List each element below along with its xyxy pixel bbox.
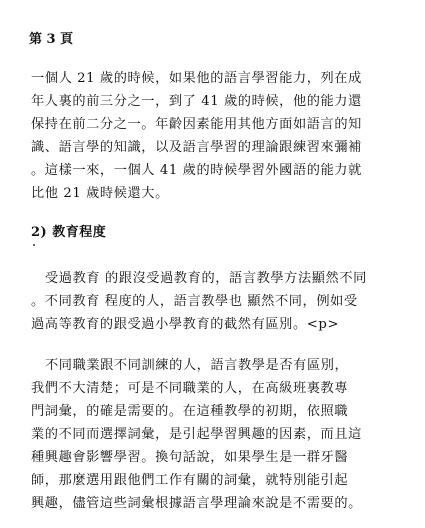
- paragraph-line: 。這樣一來，一個人 41 歲的時候學習外國語的能力就: [31, 163, 362, 178]
- paragraph-line: 受過教育 的跟沒受過教育的，語言教學方法顯然不同: [45, 271, 367, 286]
- paragraph-line: 興趣，儘管這些詞彙根據語言學理論來說是不需要的。: [31, 496, 362, 511]
- paragraph-line: 我們不大清楚；可是不同職業的人，在高級班裏教專: [31, 381, 349, 396]
- paragraph-line: 年人裏的前三分之一，到了 41 歲的時候，他的能力還: [31, 94, 362, 109]
- paragraph-line: 過高等教育的跟受過小學教育的截然有區別。<p>: [31, 317, 340, 332]
- paragraph-line: 種興趣會影響學習。換句話說，如果學生是一群牙醫: [31, 450, 349, 465]
- section-heading: 2) 教育程度: [31, 225, 107, 240]
- stray-mark: [33, 244, 35, 246]
- paragraph-line: 門詞彙，的確是需要的。在這種教學的初期，依照職: [31, 404, 349, 419]
- paragraph-line: 識、語言學的知識，以及語言學習的理論跟練習來彌補: [31, 140, 362, 155]
- paragraph-line: 不同職業跟不同訓練的人，語言教學是否有區別，: [45, 358, 349, 373]
- paragraph-line: 一個人 21 歲的時候，如果他的語言學習能力，列在成: [31, 71, 362, 86]
- page-number: 第 3 頁: [29, 32, 74, 47]
- paragraph-line: 。不同教育 程度的人，語言教學也 顯然不同，例如受: [31, 294, 358, 309]
- paragraph-line: 業的不同而選擇詞彙，是引起學習興趣的因素，而且這: [31, 427, 362, 442]
- paragraph-line: 師，那麼選用跟他們工作有關的詞彙，就特別能引起: [31, 473, 349, 488]
- paragraph-line: 比他 21 歲時候還大。: [31, 186, 169, 201]
- paragraph-line: 保持在前二分之一。年齡因素能用其他方面如語言的知: [31, 117, 362, 132]
